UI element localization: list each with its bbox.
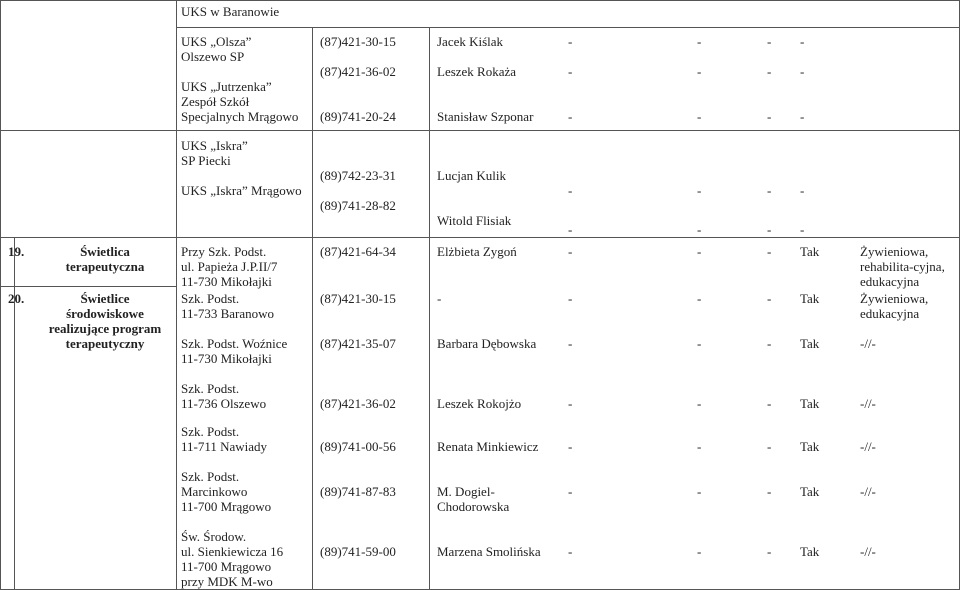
- notes: edukacyjna: [860, 306, 920, 321]
- notes: -//-: [860, 544, 876, 559]
- notes: rehabilita-cyjna,: [860, 259, 945, 274]
- dash: -: [568, 439, 573, 454]
- person: -: [437, 291, 442, 306]
- dash: -: [697, 222, 702, 237]
- dash: -: [697, 109, 702, 124]
- tak-value: Tak: [800, 291, 820, 306]
- dash: -: [568, 396, 573, 411]
- person: Elżbieta Zygoń: [437, 244, 517, 259]
- section-title: terapeutyczna: [65, 259, 145, 274]
- section-title: realizujące program: [48, 321, 162, 336]
- phone: (89)742-23-31: [320, 168, 396, 183]
- dash: -: [800, 183, 805, 198]
- phone: (89)741-87-83: [320, 484, 396, 499]
- place: Marcinkowo: [181, 484, 248, 499]
- phone: (89)741-20-24: [320, 109, 396, 124]
- place: 11-700 Mrągowo: [181, 499, 272, 514]
- section-title: Świetlica: [80, 244, 130, 259]
- person: Leszek Rokaża: [437, 64, 517, 79]
- dash: -: [568, 544, 573, 559]
- dash: -: [767, 244, 772, 259]
- person: Marzena Smolińska: [437, 544, 541, 559]
- tak-value: Tak: [800, 336, 820, 351]
- dash: -: [568, 244, 573, 259]
- place: 11-700 Mrągowo: [181, 559, 272, 574]
- dash: -: [568, 109, 573, 124]
- person: Renata Minkiewicz: [437, 439, 539, 454]
- dash: -: [767, 484, 772, 499]
- dash: -: [767, 544, 772, 559]
- notes: -//-: [860, 439, 876, 454]
- notes: Żywieniowa,: [860, 291, 929, 306]
- place: Szk. Podst.: [181, 424, 240, 439]
- phone: (89)741-59-00: [320, 544, 396, 559]
- dash: -: [697, 336, 702, 351]
- phone: (89)741-00-56: [320, 439, 396, 454]
- dash: -: [568, 183, 573, 198]
- dash: -: [767, 183, 772, 198]
- section-title: terapeutyczny: [65, 336, 145, 351]
- phone: (87)421-35-07: [320, 336, 396, 351]
- dash: -: [767, 336, 772, 351]
- org-name: SP Piecki: [181, 153, 231, 168]
- place: Szk. Podst. Woźnice: [181, 336, 288, 351]
- dash: -: [800, 34, 805, 49]
- tak-value: Tak: [800, 484, 820, 499]
- place: 11-733 Baranowo: [181, 306, 275, 321]
- dash: -: [568, 336, 573, 351]
- dash: -: [697, 64, 702, 79]
- tak-value: Tak: [800, 439, 820, 454]
- section-title: środowiskowe: [66, 306, 144, 321]
- dash: -: [800, 109, 805, 124]
- dash: -: [697, 183, 702, 198]
- place: 11-730 Mikołajki: [181, 274, 272, 289]
- dash: -: [697, 484, 702, 499]
- org-name: UKS „Iskra”: [181, 138, 248, 153]
- person: M. Dogiel-: [437, 484, 495, 499]
- dash: -: [767, 396, 772, 411]
- tak-value: Tak: [800, 544, 820, 559]
- place: ul. Sienkiewicza 16: [181, 544, 284, 559]
- person: Leszek Rokojżo: [437, 396, 522, 411]
- person: Jacek Kiślak: [437, 34, 504, 49]
- dash: -: [697, 34, 702, 49]
- phone: (87)421-64-34: [320, 244, 396, 259]
- dash: -: [767, 439, 772, 454]
- dash: -: [800, 222, 805, 237]
- place: 11-711 Nawiady: [181, 439, 268, 454]
- dash: -: [697, 244, 702, 259]
- phone: (87)421-30-15: [320, 34, 396, 49]
- dash: -: [697, 396, 702, 411]
- phone: (87)421-30-15: [320, 291, 396, 306]
- org-name: Zespół Szkół: [181, 94, 250, 109]
- dash: -: [800, 64, 805, 79]
- place: Szk. Podst.: [181, 381, 240, 396]
- person: Witold Flisiak: [437, 213, 512, 228]
- org-name: UKS w Baranowie: [181, 4, 280, 19]
- notes: -//-: [860, 336, 876, 351]
- section-title: Świetlice: [80, 291, 130, 306]
- org-name: UKS „Jutrzenka”: [181, 79, 272, 94]
- dash: -: [697, 439, 702, 454]
- dash: -: [568, 484, 573, 499]
- org-name: Specjalnych Mrągowo: [181, 109, 299, 124]
- section-number: 19.: [8, 244, 25, 259]
- dash: -: [568, 291, 573, 306]
- section-number: 20.: [8, 291, 25, 306]
- place: Św. Środow.: [181, 529, 247, 544]
- phone: (87)421-36-02: [320, 64, 396, 79]
- notes: -//-: [860, 484, 876, 499]
- tak-value: Tak: [800, 396, 820, 411]
- place: Szk. Podst.: [181, 469, 240, 484]
- phone: (89)741-28-82: [320, 198, 396, 213]
- notes: Żywieniowa,: [860, 244, 929, 259]
- person: Chodorowska: [437, 499, 510, 514]
- dash: -: [767, 291, 772, 306]
- place: ul. Papieża J.P.II/7: [181, 259, 278, 274]
- dash: -: [767, 109, 772, 124]
- org-name: UKS „Iskra” Mrągowo: [181, 183, 302, 198]
- dash: -: [568, 222, 573, 237]
- notes: -//-: [860, 396, 876, 411]
- org-name: Olszewo SP: [181, 49, 245, 64]
- dash: -: [697, 291, 702, 306]
- dash: -: [767, 34, 772, 49]
- dash: -: [767, 222, 772, 237]
- dash: -: [568, 64, 573, 79]
- notes: edukacyjna: [860, 274, 920, 289]
- dash: -: [568, 34, 573, 49]
- dash: -: [767, 64, 772, 79]
- person: Stanisław Szponar: [437, 109, 534, 124]
- place: 11-730 Mikołajki: [181, 351, 272, 366]
- place: Szk. Podst.: [181, 291, 240, 306]
- person: Barbara Dębowska: [437, 336, 537, 351]
- tak-value: Tak: [800, 244, 820, 259]
- person: Lucjan Kulik: [437, 168, 506, 183]
- place: Przy Szk. Podst.: [181, 244, 267, 259]
- org-name: UKS „Olsza”: [181, 34, 252, 49]
- dash: -: [697, 544, 702, 559]
- phone: (87)421-36-02: [320, 396, 396, 411]
- place: przy MDK M-wo: [181, 574, 273, 589]
- place: 11-736 Olszewo: [181, 396, 267, 411]
